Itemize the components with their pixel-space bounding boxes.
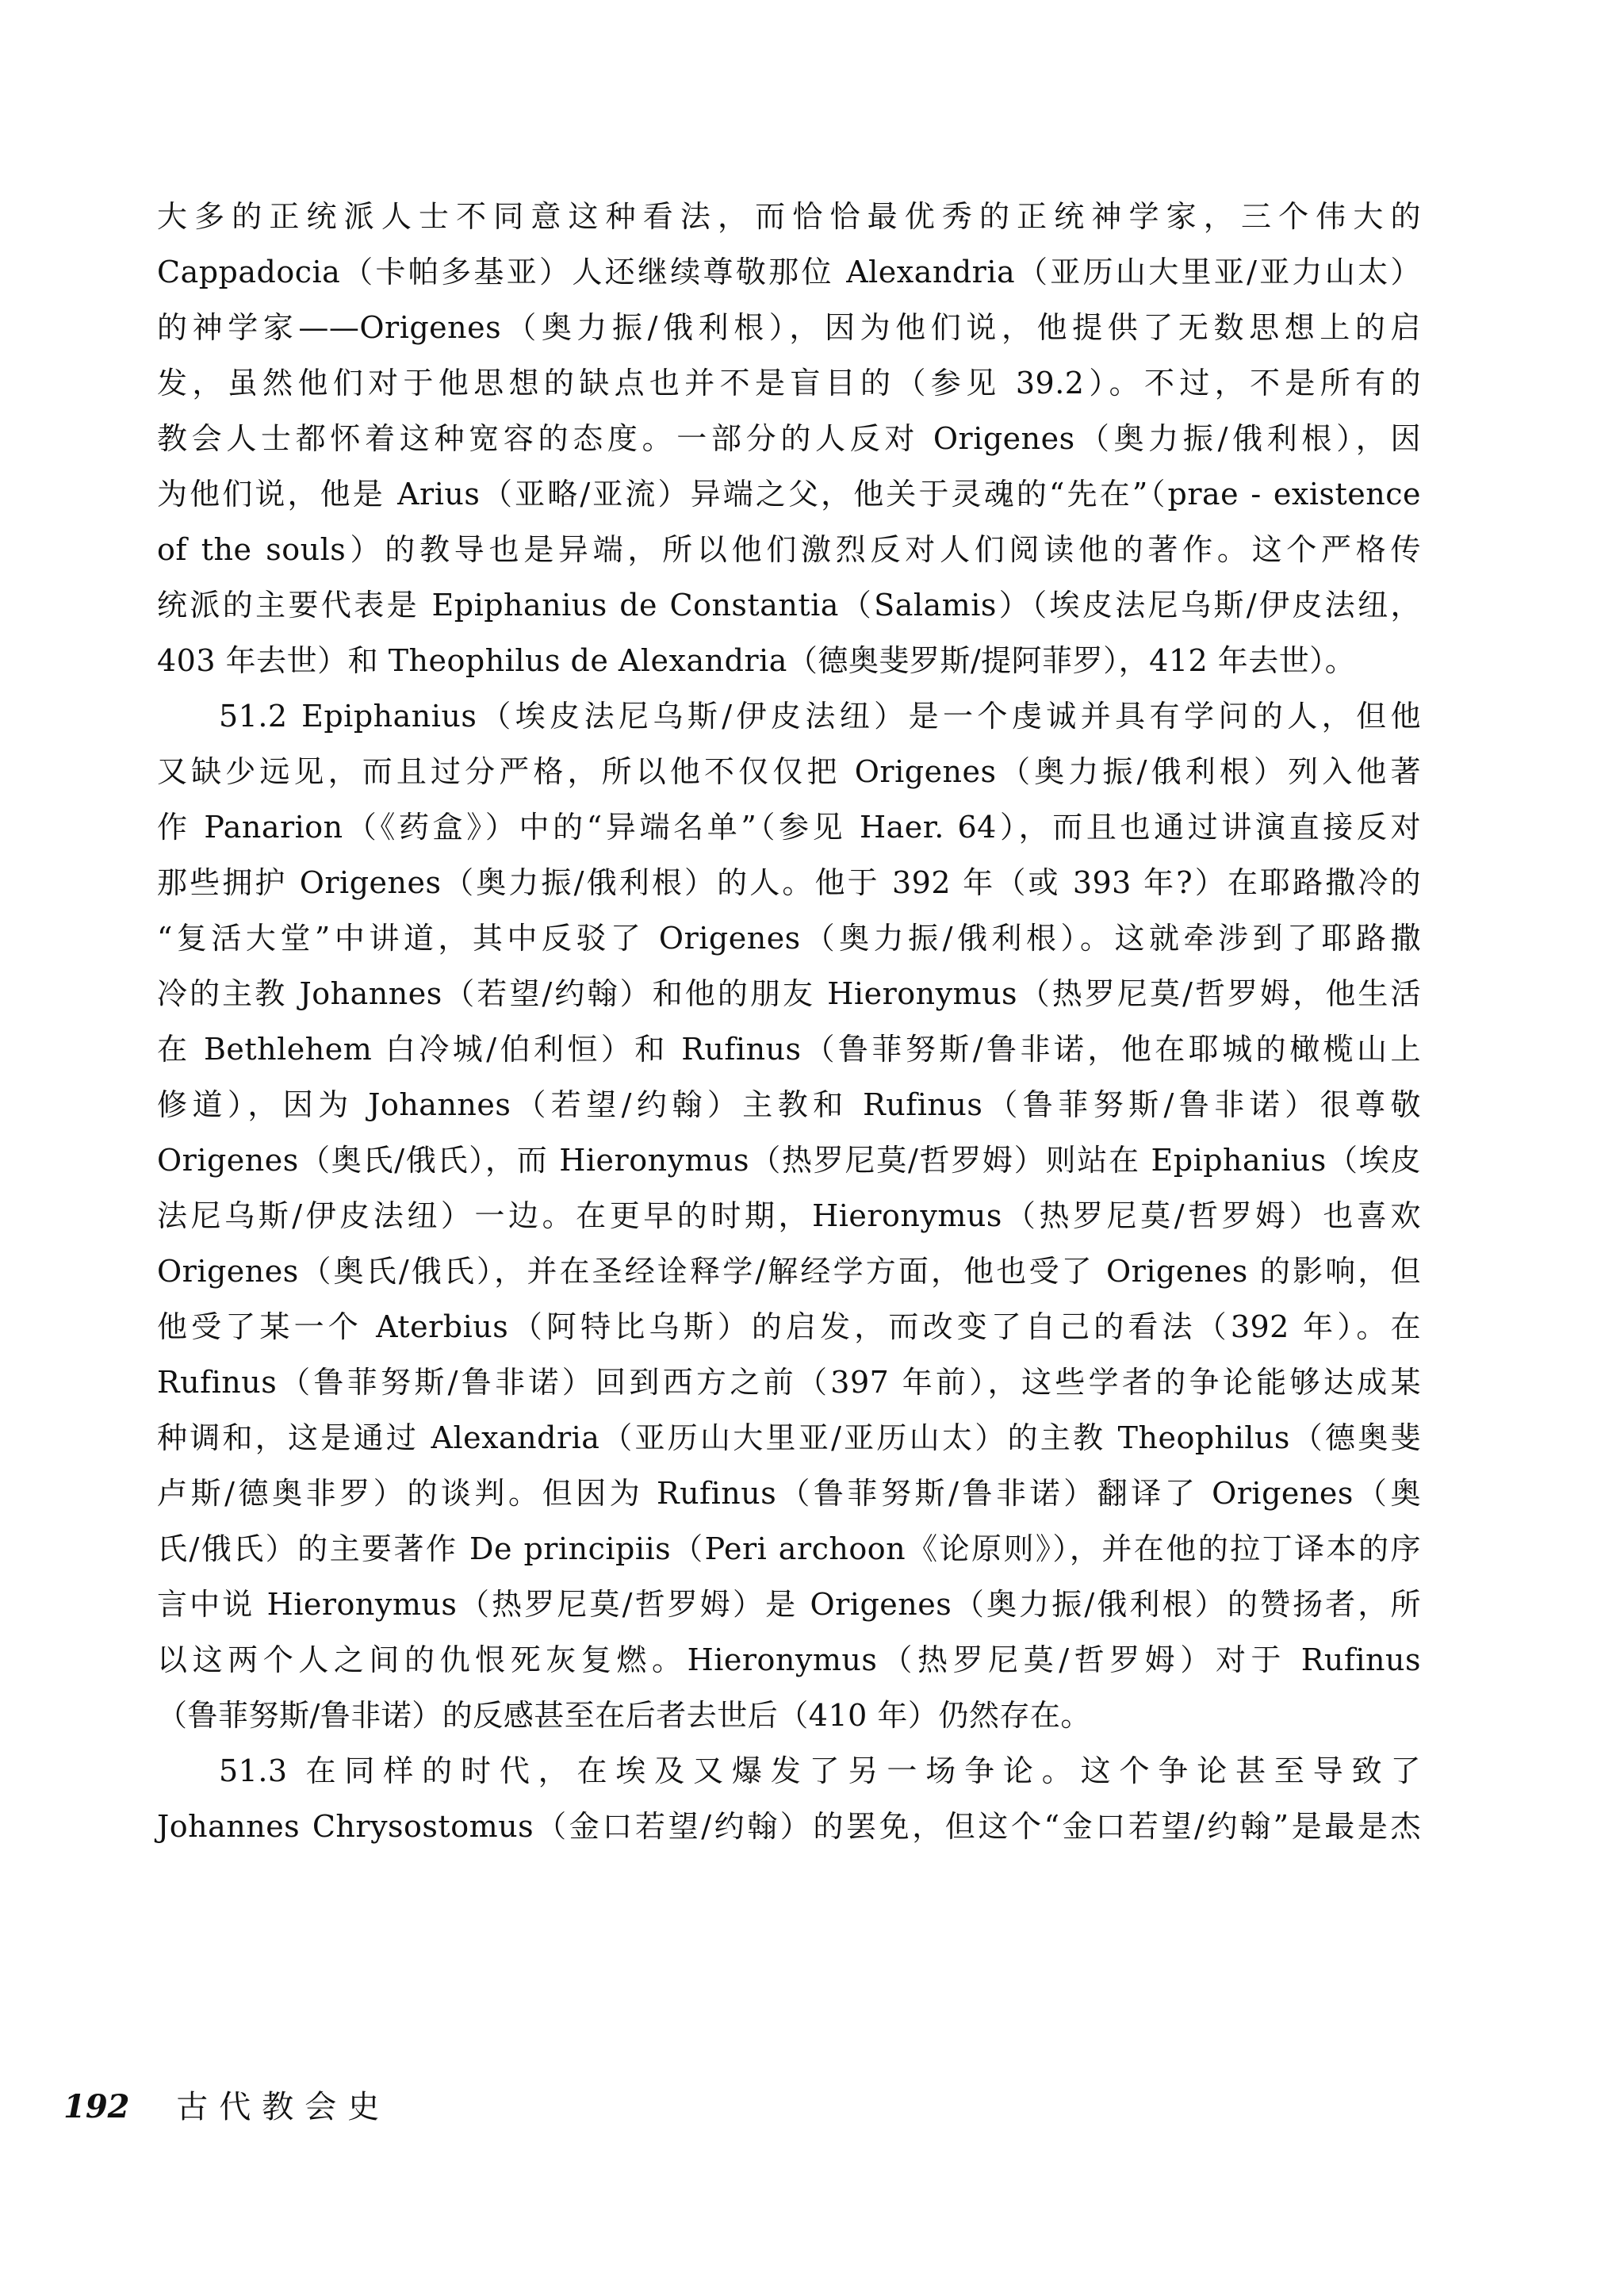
text-line: 的神学家——Origenes（奥力振/俄利根），因为他们说，他提供了无数思想上的启 — [157, 310, 1421, 345]
text-line: Cappadocia（卡帕多基亚）人还继续尊敬那位 Alexandria（亚历山大里亚/亚力山太） — [157, 255, 1421, 289]
text-line: 403 年去世）和 Theophilus de Alexandria（德奥斐罗斯/提阿菲罗），412 年去世）。 — [157, 643, 1356, 678]
text-line: Johannes Chrysostomus（金口若望/约翰）的罢免，但这个“金口若望/约翰”是最是杰 — [157, 1809, 1421, 1844]
text-line: 又缺少远见，而且过分严格，所以他不仅仅把 Origenes（奥力振/俄利根）列入他著 — [157, 754, 1421, 789]
text-line: 大多的正统派人士不同意这种看法，而恰恰最优秀的正统神学家，三个伟大的 — [157, 199, 1421, 234]
text-line: of the souls）的教导也是异端，所以他们激烈反对人们阅读他的著作。这个严格传 — [157, 532, 1421, 567]
text-line: 统派的主要代表是 Epiphanius de Constantia（Salamis）（埃皮法尼乌斯/伊皮法纽， — [157, 588, 1421, 623]
text-line: “复活大堂”中讲道，其中反驳了 Origenes（奥力振/俄利根）。这就牵涉到了耶路撒 — [157, 921, 1421, 956]
text-line: 发，虽然他们对于他思想的缺点也并不是盲目的（参见 39.2）。不过，不是所有的 — [157, 366, 1421, 400]
text-line: 卢斯/德奥非罗）的谈判。但因为 Rufinus（鲁菲努斯/鲁非诺）翻译了 Origenes（奥 — [157, 1476, 1421, 1511]
text-line: 他受了某一个 Aterbius（阿特比乌斯）的启发，而改变了自己的看法（392 年）。在 — [157, 1309, 1421, 1344]
page-number: 192 — [63, 2088, 130, 2125]
text-line: 修道），因为 Johannes（若望/约翰）主教和 Rufinus（鲁菲努斯/鲁非诺）很尊敬 — [157, 1087, 1421, 1122]
text-line: 教会人士都怀着这种宽容的态度。一部分的人反对 Origenes（奥力振/俄利根），因 — [157, 421, 1421, 456]
text-line: 为他们说，他是 Arius（亚略/亚流）异端之父，他关于灵魂的“先在”（prae - existence — [157, 477, 1421, 512]
text-line: 那些拥护 Origenes（奥力振/俄利根）的人。他于 392 年（或 393 年?）在耶路撒冷的 — [157, 865, 1421, 900]
text-line: （鲁菲努斯/鲁非诺）的反感甚至在后者去世后（410 年）仍然存在。 — [157, 1698, 1091, 1733]
text-line: 冷的主教 Johannes（若望/约翰）和他的朋友 Hieronymus（热罗尼莫/哲罗姆，他生活 — [157, 976, 1421, 1011]
text-line: 言中说 Hieronymus（热罗尼莫/哲罗姆）是 Origenes（奥力振/俄利根）的赞扬者，所 — [157, 1587, 1421, 1622]
running-title: 古代教会史 — [176, 2089, 391, 2125]
text-line: Origenes（奥氏/俄氏），并在圣经诠释学/解经学方面，他也受了 Origenes 的影响，但 — [157, 1254, 1421, 1289]
text-line: 氏/俄氏）的主要著作 De principiis（Peri archoon《论原则》），并在他的拉丁译本的序 — [157, 1531, 1421, 1566]
text-line: 作 Panarion（《药盒》）中的“异端名单”（参见 Haer. 64），而且也通过讲演直接反对 — [157, 810, 1421, 845]
text-line: 法尼乌斯/伊皮法纽）一边。在更早的时期，Hieronymus（热罗尼莫/哲罗姆）也喜欢 — [157, 1198, 1421, 1233]
text-line: 在 Bethlehem 白冷城/伯利恒）和 Rufinus（鲁菲努斯/鲁非诺，他在耶城的橄榄山上 — [157, 1032, 1421, 1067]
text-line: Rufinus（鲁菲努斯/鲁非诺）回到西方之前（397 年前），这些学者的争论能够达成某 — [157, 1365, 1421, 1400]
paragraph-start-51-3: 51.3 在同样的时代，在埃及又爆发了另一场争论。这个争论甚至导致了 — [219, 1753, 1421, 1788]
page-footer — [63, 2087, 390, 2127]
text-line: 以这两个人之间的仇恨死灰复燃。Hieronymus（热罗尼莫/哲罗姆）对于 Rufinus — [157, 1642, 1421, 1677]
body-text — [157, 189, 1421, 1854]
text-line: 种调和，这是通过 Alexandria（亚历山大里亚/亚历山太）的主教 Theophilus（德奥斐 — [157, 1420, 1421, 1455]
paragraph-start-51-2: 51.2 Epiphanius（埃皮法尼乌斯/伊皮法纽）是一个虔诚并具有学问的人，但他 — [219, 699, 1421, 734]
text-line: Origenes（奥氏/俄氏），而 Hieronymus（热罗尼莫/哲罗姆）则站在 Epiphanius（埃皮 — [157, 1143, 1421, 1178]
